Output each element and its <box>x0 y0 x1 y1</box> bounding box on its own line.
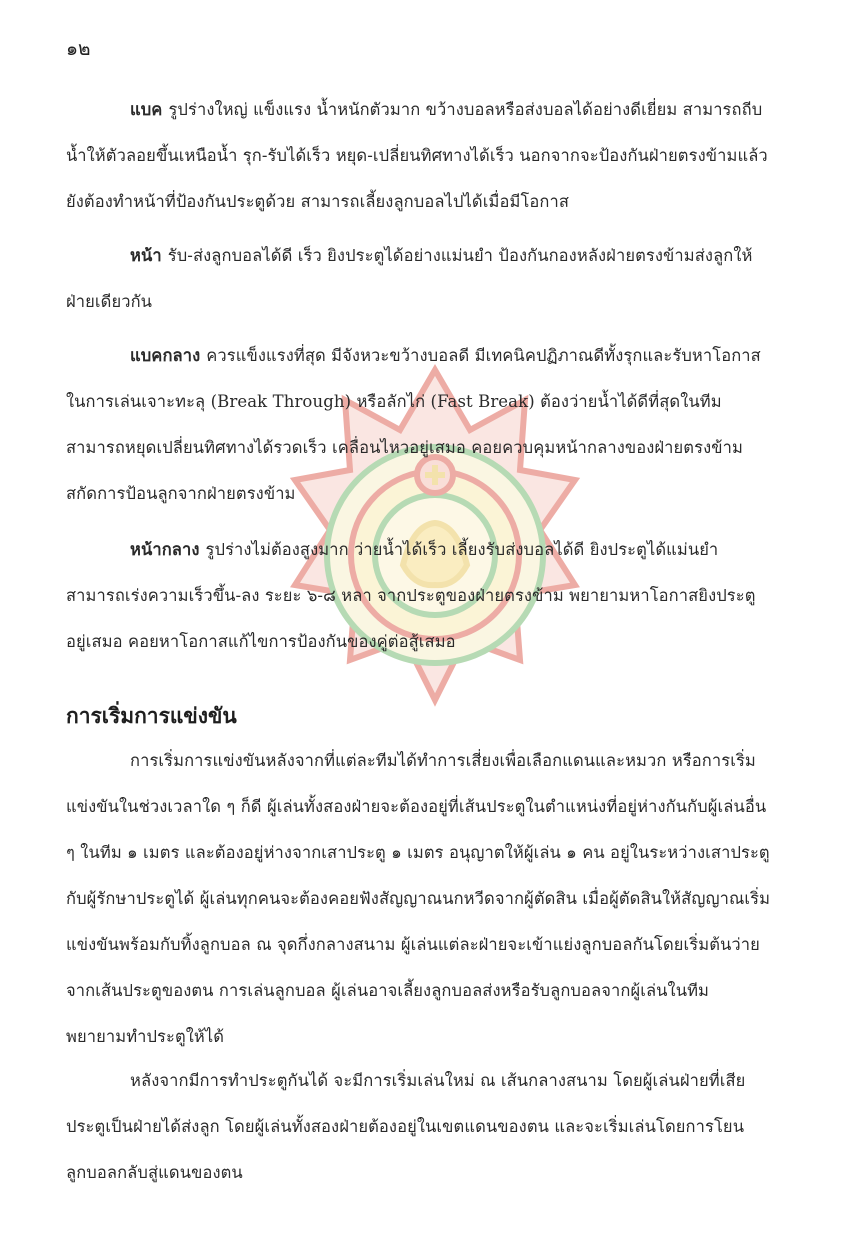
position-term: หน้า <box>130 246 162 265</box>
section-paragraph: หลังจากมีการทำประตูกันได้ จะมีการเริ่มเล่นใหม่ ณ เส้นกลางสนาม โดยผู้เล่นฝ่ายที่เสียประตูเป็นฝ่ายได้ส่งลูก โดยผู้เล่นทั้งสองฝ่ายต้องอยู่ในเขตแดนของตน และจะเริ่มเล่นโดยการโยนลูกบอลกลับสู่แดนของตน <box>66 1071 746 1182</box>
position-back <box>66 87 772 225</box>
section-heading: การเริ่มการแข่งขัน <box>66 703 237 728</box>
position-description: รูปร่างใหญ่ แข็งแรง น้ำหนักตัวมาก ขว้างบอลหรือส่งบอลได้อย่างดีเยี่ยม สามารถถีบน้ำให้ตัวลอยขึ้นเหนือน้ำ รุก-รับได้เร็ว หยุด-เปลี่ยนทิศทางได้เร็ว นอกจากจะป้องกันฝ่ายตรงข้ามแล้วยังต้องทำหน้าที่ป้องกันประตูด้วย สามารถเลี้ยงลูกบอลไปได้เมื่อมีโอกาส <box>66 100 768 211</box>
position-description: ควรแข็งแรงที่สุด มีจังหวะขว้างบอลดี มีเทคนิคปฏิภาณดีทั้งรุกและรับหาโอกาสในการเล่นเจาะทะลุ (Break Through) หรือลักไก่ (Fast Break) ต้องว่ายน้ำได้ดีที่สุดในทีม สามารถหยุดเปลี่ยนทิศทางได้รวดเร็ว เคลื่อนไหวอยู่เสมอ คอยควบคุมหน้ากลางของฝ่ายตรงข้าม สกัดการป้อนลูกจากฝ่ายตรงข้าม <box>66 346 761 503</box>
page-number: ๑๒ <box>66 38 91 60</box>
position-description: รับ-ส่งลูกบอลได้ดี เร็ว ยิงประตูได้อย่างแม่นยำ ป้องกันกองหลังฝ่ายตรงข้ามส่งลูกให้ฝ่ายเดียวกัน <box>66 246 753 311</box>
position-term: หน้ากลาง <box>130 540 200 559</box>
position-forward <box>66 233 772 325</box>
position-term: แบค <box>130 100 163 119</box>
position-center-back <box>66 333 772 517</box>
position-term: แบคกลาง <box>130 346 201 365</box>
position-center-forward <box>66 527 772 665</box>
section-paragraph: การเริ่มการแข่งขันหลังจากที่แต่ละทีมได้ทำการเสี่ยงเพื่อเลือกแดนและหมวก หรือการเริ่มแข่งขันในช่วงเวลาใด ๆ ก็ดี ผู้เล่นทั้งสองฝ่ายจะต้องอยู่ที่เส้นประตูในตำแหน่งที่อยู่ห่างกันกับผู้เล่นอื่น ๆ ในทีม ๑ เมตร และต้องอยู่ห่างจากเสาประตู ๑ เมตร อนุญาตให้ผู้เล่น ๑ คน อยู่ในระหว่างเสาประตูกับผู้รักษาประตูได้ ผู้เล่นทุกคนจะต้องคอยฟังสัญญาณนกหวีดจากผู้ตัดสิน เมื่อผู้ตัดสินให้สัญญาณเริ่มแข่งขันพร้อมกับทิ้งลูกบอล ณ จุดกึ่งกลางสนาม ผู้เล่นแต่ละฝ่ายจะเข้าแย่งลูกบอลกันโดยเริ่มต้นว่ายจากเส้นประตูของตน การเล่นลูกบอล ผู้เล่นอาจเลี้ยงลูกบอลส่งหรือรับลูกบอลจากผู้เล่นในทีม พยายามทำประตูให้ได้ <box>66 751 771 1046</box>
position-description: รูปร่างไม่ต้องสูงมาก ว่ายน้ำได้เร็ว เลี้ยงรับส่งบอลได้ดี ยิงประตูได้แม่นยำ สามารถเร่งความเร็วขึ้น-ลง ระยะ ๖-๘ หลา จากประตูของฝ่ายตรงข้าม พยายามหาโอกาสยิงประตูอยู่เสมอ คอยหาโอกาสแก้ไขการป้องกันของคู่ต่อสู้เสมอ <box>66 540 756 651</box>
